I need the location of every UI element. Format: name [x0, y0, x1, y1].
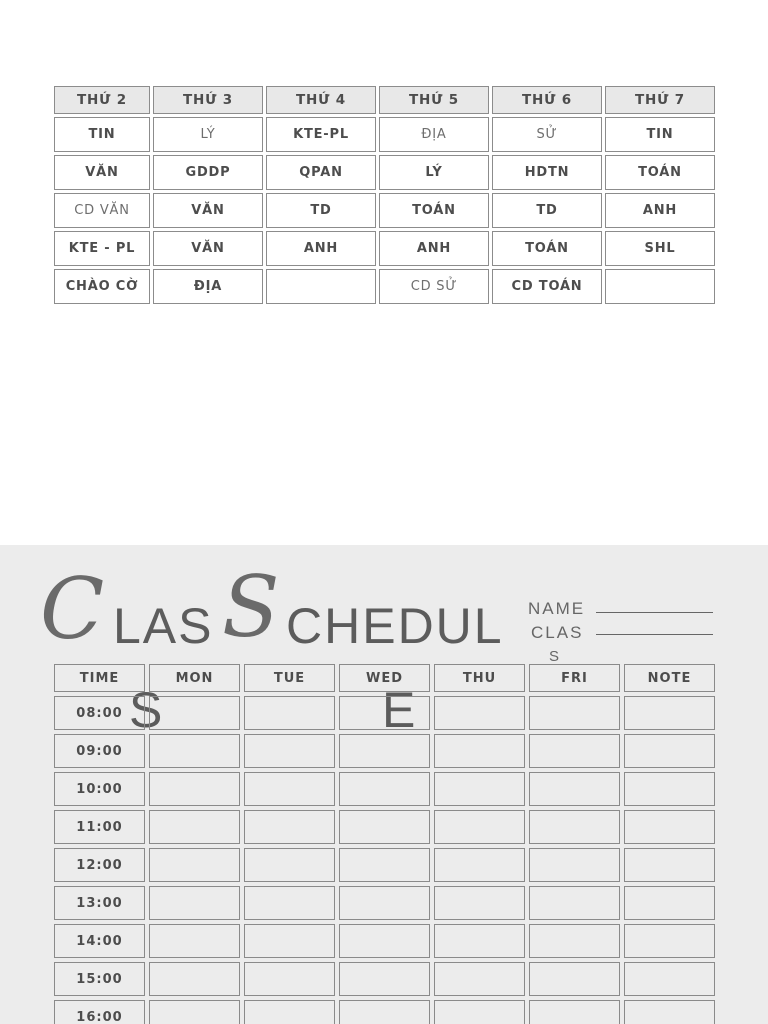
planner-cell[interactable] — [339, 962, 430, 996]
name-label: NAME — [528, 599, 586, 618]
planner-cell[interactable] — [149, 734, 240, 768]
time-slot-label: 10:00 — [54, 772, 145, 806]
planner-cell[interactable] — [529, 810, 620, 844]
planner-cell[interactable] — [244, 810, 335, 844]
time-slot-label: 13:00 — [54, 886, 145, 920]
planner-cell[interactable] — [244, 962, 335, 996]
timetable-header-cell: THỨ 7 — [605, 86, 715, 114]
timetable-header-cell: THỨ 6 — [492, 86, 602, 114]
planner-cell[interactable] — [244, 696, 335, 730]
class-label: CLAS — [531, 623, 584, 642]
planner-header-mon: MON — [149, 664, 240, 692]
title-word: LAS — [113, 598, 214, 654]
title-overflow-letter: S — [129, 682, 163, 738]
planner-cell[interactable] — [434, 810, 525, 844]
timetable-cell-empty — [266, 269, 376, 304]
planner-header-wed: WED — [339, 664, 430, 692]
planner-cell[interactable] — [434, 1000, 525, 1024]
planner-cell[interactable] — [149, 696, 240, 730]
planner-cell[interactable] — [149, 1000, 240, 1024]
time-slot-label: 09:00 — [54, 734, 145, 768]
planner-header-thu: THU — [434, 664, 525, 692]
planner-cell[interactable] — [339, 924, 430, 958]
planner-cell[interactable] — [624, 924, 715, 958]
planner-cell[interactable] — [434, 962, 525, 996]
planner-cell[interactable] — [624, 962, 715, 996]
planner-cell[interactable] — [339, 810, 430, 844]
planner-cell[interactable] — [244, 1000, 335, 1024]
planner-cell[interactable] — [529, 962, 620, 996]
timetable-cell: ANH — [379, 231, 489, 266]
title-word: CHEDUL — [286, 598, 504, 654]
time-slot-label: 14:00 — [54, 924, 145, 958]
timetable-cell: VĂN — [54, 155, 150, 190]
planner-cell[interactable] — [149, 772, 240, 806]
planner-cell[interactable] — [434, 848, 525, 882]
name-underline — [596, 612, 713, 613]
planner-cell[interactable] — [529, 886, 620, 920]
planner-cell[interactable] — [529, 924, 620, 958]
planner-header-note: NOTE — [624, 664, 715, 692]
timetable-cell: KTE-PL — [266, 117, 376, 152]
planner-cell[interactable] — [434, 924, 525, 958]
timetable-cell: QPAN — [266, 155, 376, 190]
timetable-cell: SHL — [605, 231, 715, 266]
timetable-cell: HDTN — [492, 155, 602, 190]
planner-cell[interactable] — [149, 848, 240, 882]
planner-cell[interactable] — [149, 962, 240, 996]
planner-cell[interactable] — [434, 772, 525, 806]
planner-cell[interactable] — [529, 734, 620, 768]
planner-cell[interactable] — [149, 886, 240, 920]
timetable-cell: GDDP — [153, 155, 263, 190]
timetable-header-cell: THỨ 4 — [266, 86, 376, 114]
timetable-header-cell: THỨ 5 — [379, 86, 489, 114]
timetable-cell: TD — [492, 193, 602, 228]
planner-grid — [54, 664, 715, 1024]
planner-cell[interactable] — [434, 886, 525, 920]
timetable-cell: TOÁN — [379, 193, 489, 228]
planner-cell[interactable] — [149, 810, 240, 844]
timetable-cell: VĂN — [153, 231, 263, 266]
planner-cell[interactable] — [339, 772, 430, 806]
planner-cell[interactable] — [339, 1000, 430, 1024]
class-label-wrap: S — [549, 648, 562, 665]
planner-cell[interactable] — [434, 734, 525, 768]
timetable-cell-empty — [605, 269, 715, 304]
timetable-cell: TIN — [54, 117, 150, 152]
weekly-timetable — [54, 86, 715, 304]
planner-header-fri: FRI — [529, 664, 620, 692]
planner-cell[interactable] — [244, 924, 335, 958]
planner-header-time: TIME — [54, 664, 145, 692]
timetable-cell: TD — [266, 193, 376, 228]
timetable-cell: ĐỊA — [379, 117, 489, 152]
timetable-cell: SỬ — [492, 117, 602, 152]
planner-cell[interactable] — [624, 772, 715, 806]
timetable-cell: CD SỬ — [379, 269, 489, 304]
planner-cell[interactable] — [244, 886, 335, 920]
timetable-cell: VĂN — [153, 193, 263, 228]
title-overflow-letter: E — [382, 682, 416, 738]
timetable-cell: ANH — [605, 193, 715, 228]
planner-cell[interactable] — [339, 886, 430, 920]
class-underline — [596, 634, 713, 635]
planner-cell[interactable] — [529, 772, 620, 806]
time-slot-label: 08:00 — [54, 696, 145, 730]
timetable-cell: CD VĂN — [54, 193, 150, 228]
time-slot-label: 12:00 — [54, 848, 145, 882]
planner-cell[interactable] — [149, 924, 240, 958]
planner-cell[interactable] — [434, 696, 525, 730]
timetable-cell: ANH — [266, 231, 376, 266]
planner-cell[interactable] — [529, 1000, 620, 1024]
planner-cell[interactable] — [244, 848, 335, 882]
timetable-cell: CD TOÁN — [492, 269, 602, 304]
planner-cell[interactable] — [624, 696, 715, 730]
title-script-letter: C — [40, 560, 105, 658]
planner-cell[interactable] — [624, 1000, 715, 1024]
planner-cell[interactable] — [624, 886, 715, 920]
planner-cell[interactable] — [244, 734, 335, 768]
time-slot-label: 11:00 — [54, 810, 145, 844]
timetable-cell: LÝ — [379, 155, 489, 190]
planner-cell[interactable] — [624, 848, 715, 882]
planner-cell[interactable] — [339, 734, 430, 768]
timetable-cell: KTE - PL — [54, 231, 150, 266]
time-slot-label: 16:00 — [54, 1000, 145, 1024]
timetable-header-cell: THỨ 3 — [153, 86, 263, 114]
timetable-cell: TOÁN — [492, 231, 602, 266]
planner-cell[interactable] — [624, 734, 715, 768]
planner-cell[interactable] — [339, 696, 430, 730]
title-script-letter: S — [222, 558, 280, 656]
timetable-cell: LÝ — [153, 117, 263, 152]
planner-cell[interactable] — [529, 848, 620, 882]
class-schedule-planner — [0, 545, 768, 1024]
timetable-cell: TIN — [605, 117, 715, 152]
timetable-cell: TOÁN — [605, 155, 715, 190]
time-slot-label: 15:00 — [54, 962, 145, 996]
timetable-header-cell: THỨ 2 — [54, 86, 150, 114]
timetable-cell: CHÀO CỜ — [54, 269, 150, 304]
planner-cell[interactable] — [339, 848, 430, 882]
planner-cell[interactable] — [244, 772, 335, 806]
timetable-cell: ĐỊA — [153, 269, 263, 304]
planner-cell[interactable] — [529, 696, 620, 730]
planner-cell[interactable] — [624, 810, 715, 844]
planner-header-tue: TUE — [244, 664, 335, 692]
